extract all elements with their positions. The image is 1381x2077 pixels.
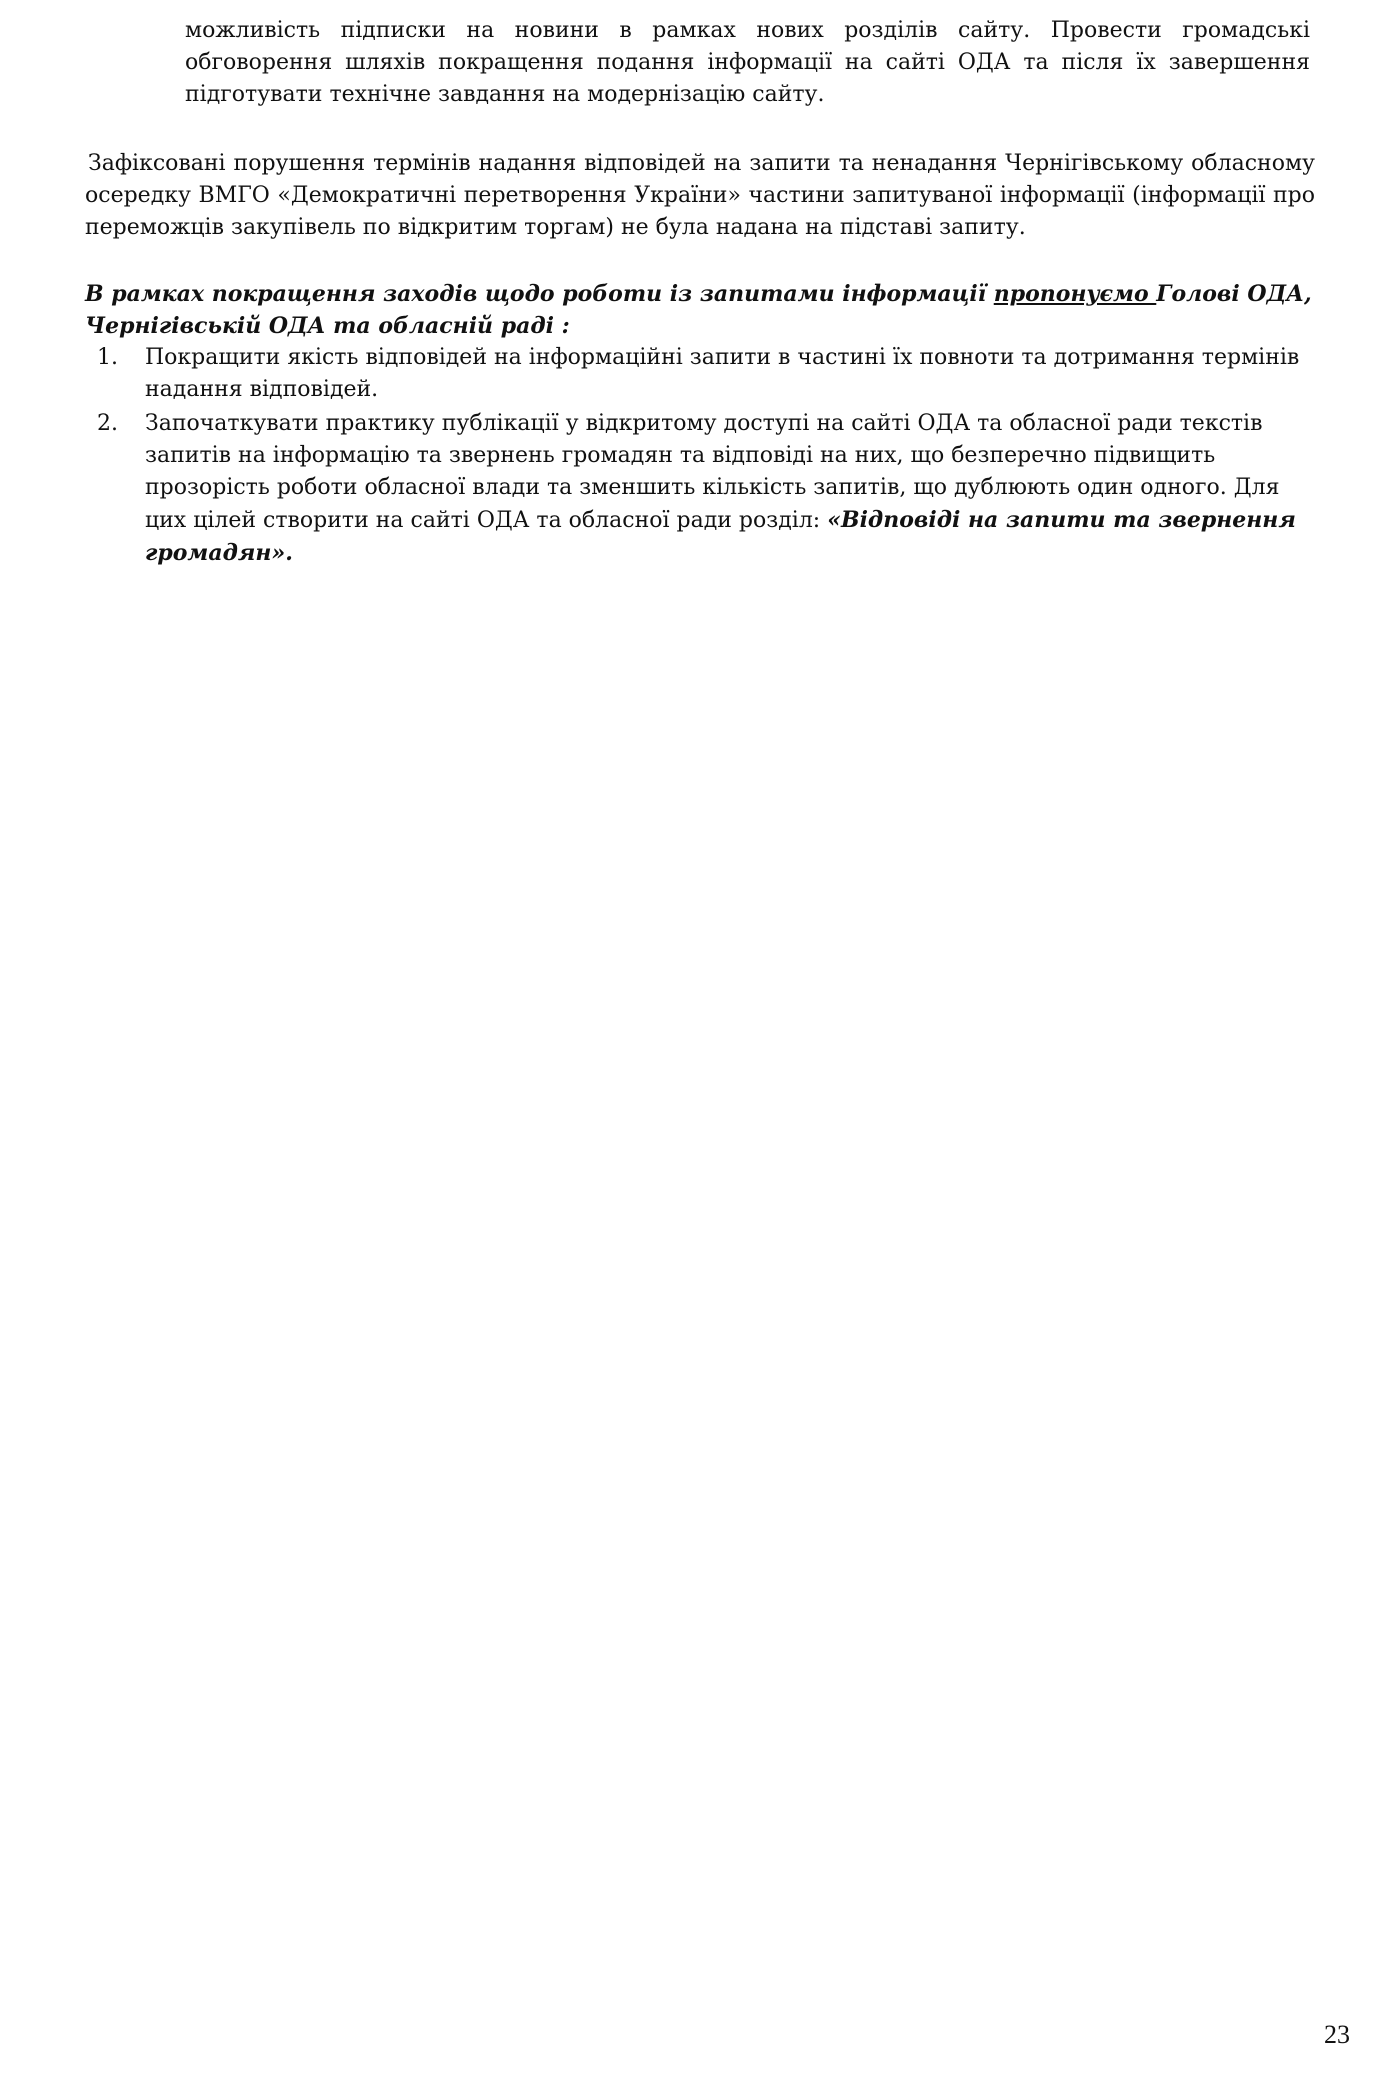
- proposal-lead: В рамках покращення заходів щодо роботи із запитами інформації: [85, 281, 994, 307]
- proposal-keyword: пропонуємо: [993, 281, 1157, 307]
- recommendations-list: [85, 342, 1315, 572]
- proposal-heading: [85, 278, 1315, 342]
- list-item-text: Покращити якість відповідей на інформаційні запити в частині їх повноти та дотримання термінів надання відповідей.: [145, 345, 1300, 402]
- list-item: [85, 342, 1315, 406]
- list-item-text: Започаткувати практику публікації у відкритому доступі на сайті ОДА та обласної ради текстів запитів на інформацію та звернень громадян та відповіді на них, що безперечно підвищить прозорість роботи обласної влади та зменшить кількість запитів, що дублюють один одного. Для цих цілей створити на сайті ОДА та обласної ради розділ:: [145, 411, 1280, 533]
- violations-paragraph: Зафіксовані порушення термінів надання відповідей на запити та ненадання Чернігівському обласному осередку ВМГО «Демократичні перетворення України» частини запитуваної інформації (інформації про переможців закупівель по відкритим торгам) не була надана на підставі запиту.: [85, 151, 1315, 240]
- list-item: [85, 408, 1315, 570]
- continuation-paragraph: можливість підписки на новини в рамках нових розділів сайту. Провести громадські обговорення шляхів покращення подання інформації на сайті ОДА та після їх завершення підготувати технічне завдання на модернізацію сайту.: [185, 18, 1310, 107]
- list-item-number: 1.: [97, 345, 118, 370]
- proposal-addressees: Голові ОДА, Чернігівській ОДА та обласній раді :: [85, 281, 1312, 339]
- section-name-emphasis: «Відповіді на запити та звернення громадян».: [145, 507, 1296, 566]
- list-item-number: 2.: [97, 411, 118, 436]
- page-number: 23: [1324, 2020, 1350, 2049]
